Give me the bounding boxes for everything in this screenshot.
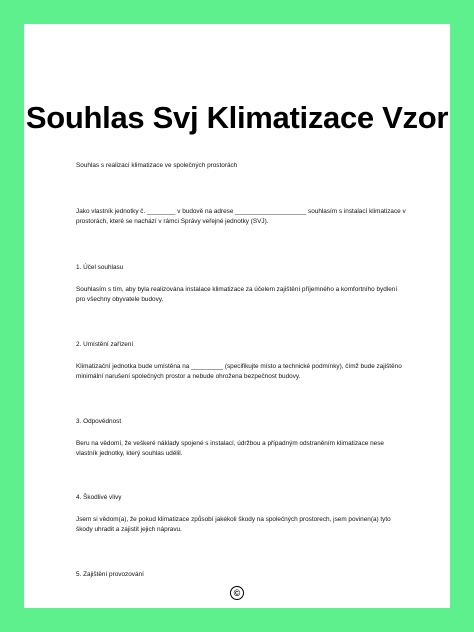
section-5-heading: 5. Zajištění provozování <box>76 571 144 578</box>
section-4-heading: 4. Škodlivé vlivy <box>76 494 122 501</box>
copyright-icon: © <box>230 586 244 600</box>
section-3-body: Beru na vědomí, že veškeré náklady spojené s instalací, údržbou a případným odstraněním klimatizace nese vlastník jednotky, který souhlas udělil. <box>76 440 384 457</box>
section-2-heading: 2. Umístění zařízení <box>76 341 134 348</box>
intro-paragraph: Jako vlastník jednotky č. ________ v budově na adrese ____________________ souhlasím s instalací klimatizace v prostorách, které se nachází v rámci Správy veřejné jednotky (SVJ). <box>76 208 406 225</box>
document-page <box>24 24 450 608</box>
section-3-heading: 3. Odpovědnost <box>76 418 122 425</box>
doc-heading: Souhlas s realizací klimatizace ve společných prostorách <box>76 162 238 169</box>
section-4-body: Jsem si vědom(a), že pokud klimatizace způsobí jakékoli škody na společných prostorech, jsem povinen(a) tyto škody uhradit a zajistit jejich nápravu. <box>76 516 391 533</box>
section-1-body: Souhlasím s tím, aby byla realizována instalace klimatizace za účelem zajištění příjemného a komfortního bydlení pro všechny obyvatele budovy. <box>76 286 398 303</box>
section-1-heading: 1. Účel souhlasu <box>76 264 124 271</box>
section-2-body: Klimatizační jednotka bude umístěna na _________ (specifikujte místo a technické podmínky), čímž bude zajištěno minimální narušení společných prostor a nebude ohrožena bezpečnost budovy. <box>76 363 402 380</box>
document-title: Souhlas Svj Klimatizace Vzor <box>25 100 449 135</box>
